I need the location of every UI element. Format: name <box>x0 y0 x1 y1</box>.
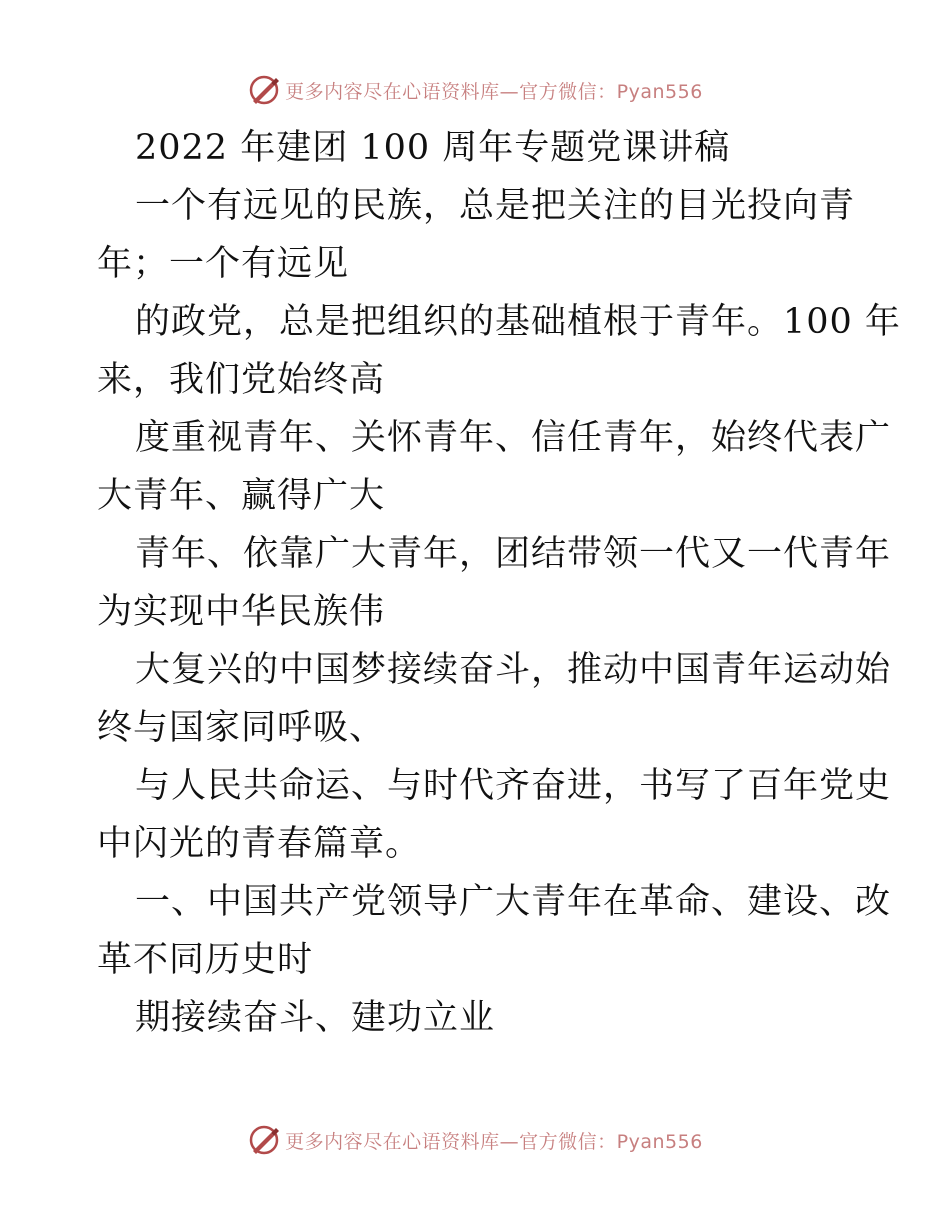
pen-logo-icon <box>247 1123 281 1157</box>
pen-logo-icon <box>247 73 281 107</box>
paragraph-line: 中闪光的青春篇章。 <box>97 824 422 864</box>
section-heading-line: 期接续奋斗、建功立业 <box>135 998 496 1038</box>
paragraph-line: 终与国家同呼吸、 <box>97 708 386 748</box>
paragraph-line: 度重视青年、关怀青年、信任青年，始终代表广 <box>135 418 892 458</box>
paragraph-line: 为实现中华民族伟 <box>97 592 386 632</box>
watermark-text: 更多内容尽在心语资料库—官方微信：Pyan556 <box>285 80 703 103</box>
watermark-text: 更多内容尽在心语资料库—官方微信：Pyan556 <box>285 1130 703 1153</box>
paragraph-line: 来，我们党始终高 <box>97 360 386 400</box>
paragraph-line: 与人民共命运、与时代齐奋进，书写了百年党史 <box>135 766 892 806</box>
paragraph-line: 年；一个有远见 <box>97 244 350 284</box>
paragraph-line: 的政党，总是把组织的基础植根于青年。100 年 <box>135 302 901 342</box>
paragraph-line: 青年、依靠广大青年，团结带领一代又一代青年 <box>135 534 892 574</box>
section-heading-line: 一、中国共产党领导广大青年在革命、建设、改 <box>135 882 892 922</box>
paragraph-line: 一个有远见的民族，总是把关注的目光投向青 <box>135 186 856 226</box>
header-watermark <box>0 70 950 110</box>
paragraph-line: 大复兴的中国梦接续奋斗，推动中国青年运动始 <box>135 650 892 690</box>
doc-title: 2022 年建团 100 周年专题党课讲稿 <box>135 128 731 168</box>
paragraph-line: 大青年、赢得广大 <box>97 476 386 516</box>
section-heading-line: 革不同历史时 <box>97 940 314 980</box>
footer-watermark <box>0 1120 950 1160</box>
